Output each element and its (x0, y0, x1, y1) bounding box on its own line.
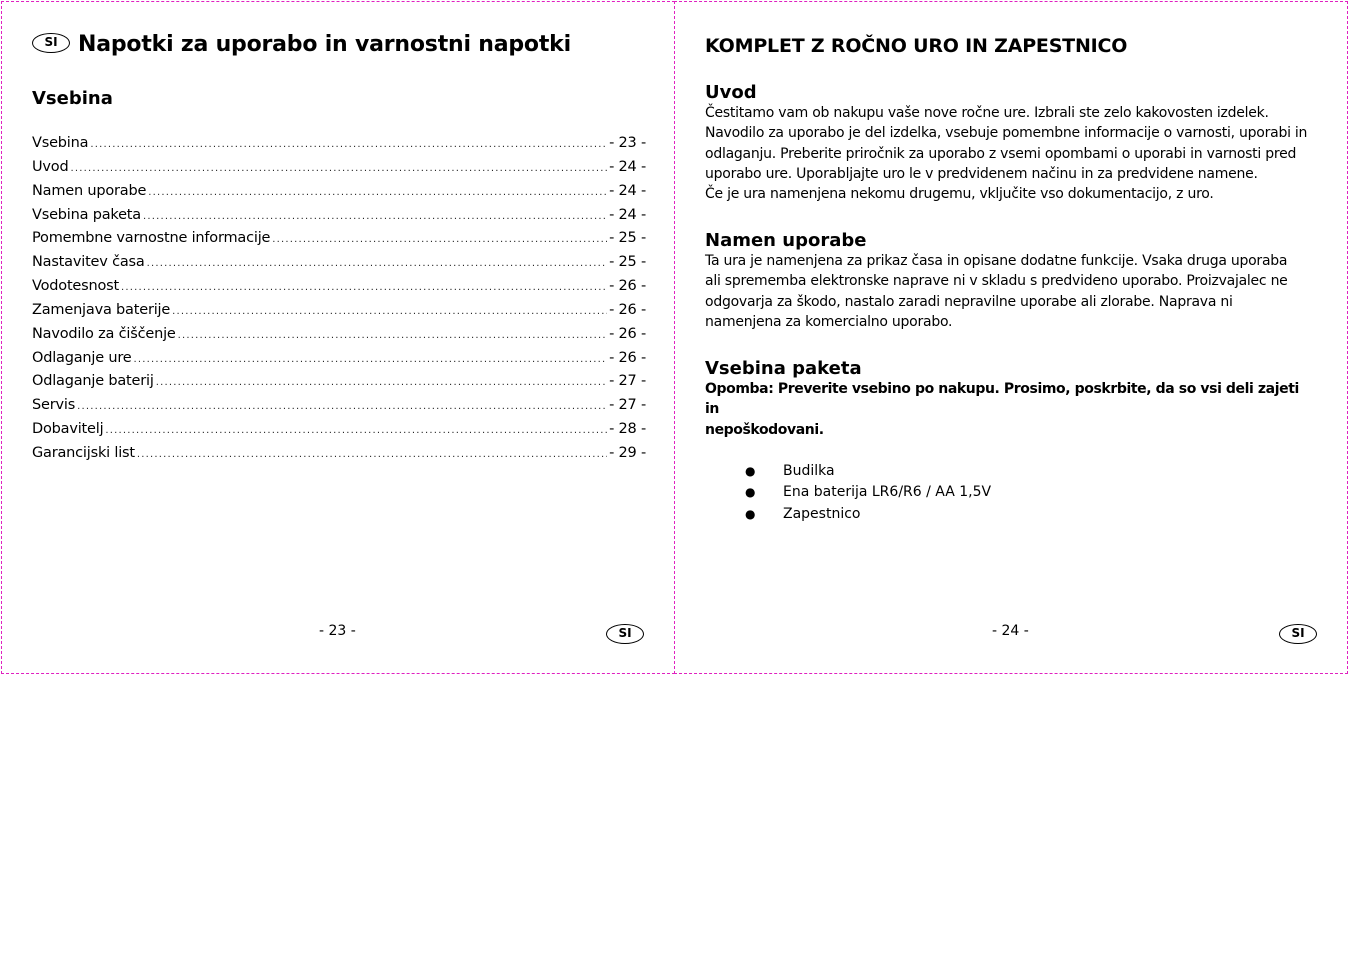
toc-entry (32, 445, 646, 469)
page-title: Napotki za uporabo in varnostni napotki (78, 32, 571, 57)
paragraph-line: Ta ura je namenjena za prikaz časa in opisane dodatne funkcije. Vsaka druga uporaba (705, 253, 1288, 269)
toc-entry-title: Uvod (32, 158, 69, 175)
toc-entry-title: Nastavitev časa (32, 254, 145, 271)
section-namen-uporabe (705, 230, 1317, 332)
toc-leader-dots (137, 449, 607, 460)
list-item (745, 481, 1317, 503)
toc-entry-title: Vsebina paketa (32, 206, 141, 223)
note-line: Opomba: Preverite vsebino po nakupu. Prosimo, poskrbite, da so vsi deli zajeti in (705, 381, 1299, 418)
toc-entry-title: Vodotesnost (32, 278, 120, 295)
toc-leader-dots (77, 401, 607, 412)
paragraph-line: odlaganju. Preberite priročnik za uporabo z vsemi opombami o uporabi in varnosti pred (705, 145, 1297, 162)
toc-entry (32, 326, 646, 350)
toc-entry-page: - 23 - (609, 135, 646, 151)
toc-entry-title: Servis (32, 397, 76, 414)
main-title (32, 32, 571, 57)
toc-entry (32, 302, 646, 326)
paragraph-line: uporabo ure. Uporabljajte uro le v predvidenem načinu in za predvidene namene. (705, 165, 1258, 182)
toc-entry-title: Zamenjava baterije (32, 301, 171, 318)
footer-language-badge: SI (1279, 624, 1317, 644)
toc-entry (32, 373, 646, 397)
table-of-contents (32, 135, 646, 469)
toc-entry-page: - 28 - (609, 421, 646, 438)
toc-leader-dots (172, 306, 607, 317)
right-page (674, 1, 1348, 674)
toc-entry-title: Garancijski list (32, 444, 135, 461)
paragraph-line: Če je ura namenjena nekomu drugemu, vključite vso dokumentacijo, z uro. (705, 186, 1214, 203)
toc-leader-dots (147, 258, 608, 269)
paragraph-line: Čestitamo vam ob nakupu vaše nove ročne ure. Izbrali ste zelo kakovosten izdelek. (705, 105, 1269, 121)
toc-entry-title: Dobavitelj (32, 421, 104, 438)
toc-leader-dots (121, 282, 607, 293)
list-item (745, 503, 1317, 525)
toc-entry-title: Navodilo za čiščenje (32, 325, 176, 342)
toc-entry-page: - 24 - (609, 206, 646, 223)
toc-entry-page: - 26 - (609, 349, 646, 366)
toc-entry-page: - 24 - (609, 158, 646, 175)
language-badge: SI (32, 33, 70, 53)
toc-entry-page: - 26 - (609, 278, 646, 295)
toc-entry (32, 230, 646, 254)
package-contents-list (745, 460, 1317, 525)
toc-entry-page: - 27 - (609, 373, 646, 390)
toc-entry (32, 421, 646, 445)
toc-heading: Vsebina (32, 88, 113, 109)
toc-entry (32, 135, 646, 159)
toc-entry-page: - 26 - (609, 301, 646, 318)
toc-entry-page: - 29 - (609, 444, 646, 461)
paragraph-line: namenjena za komercialno uporabo. (705, 313, 953, 330)
toc-entry-page: - 25 - (609, 230, 646, 247)
page-number: - 24 - (992, 623, 1029, 639)
toc-entry (32, 350, 646, 374)
footer-language-badge: SI (606, 624, 644, 644)
note-line: nepoškodovani. (705, 421, 824, 438)
toc-entry-title: Namen uporabe (32, 182, 147, 199)
product-title: KOMPLET Z ROČNO URO IN ZAPESTNICO (705, 35, 1128, 57)
toc-entry (32, 207, 646, 231)
toc-entry (32, 159, 646, 183)
section-uvod (705, 82, 1317, 204)
toc-leader-dots (134, 354, 608, 365)
toc-leader-dots (178, 330, 607, 341)
section-heading: Vsebina paketa (705, 358, 862, 379)
toc-leader-dots (148, 187, 607, 198)
toc-entry (32, 397, 646, 421)
toc-entry-title: Odlaganje ure (32, 349, 132, 366)
toc-entry (32, 278, 646, 302)
list-item-text: Zapestnico (783, 505, 861, 522)
page-number: - 23 - (319, 623, 356, 639)
toc-entry-title: Pomembne varnostne informacije (32, 230, 271, 247)
bullet-icon: ● (745, 463, 756, 478)
toc-entry-page: - 27 - (609, 397, 646, 414)
paragraph-line: ali sprememba elektronske naprave ni v skladu s predvideno uporabo. Proizvajalec ne (705, 273, 1288, 290)
toc-leader-dots (90, 139, 607, 150)
toc-entry-page: - 24 - (609, 182, 646, 199)
toc-leader-dots (105, 425, 607, 436)
toc-leader-dots (272, 234, 607, 245)
toc-entry-page: - 25 - (609, 254, 646, 271)
toc-entry-title: Vsebina (32, 135, 89, 151)
list-item-text: Budilka (783, 462, 835, 479)
section-heading: Namen uporabe (705, 230, 867, 251)
toc-entry (32, 183, 646, 207)
toc-entry-title: Odlaganje baterij (32, 373, 154, 390)
paragraph-line: odgovarja za škodo, nastalo zaradi nepravilne uporabe ali zlorabe. Naprava ni (705, 293, 1233, 310)
toc-leader-dots (143, 211, 607, 222)
section-vsebina-paketa (705, 358, 1317, 524)
toc-entry (32, 254, 646, 278)
list-item (745, 460, 1317, 482)
section-heading: Uvod (705, 82, 757, 103)
bullet-icon: ● (745, 485, 756, 500)
toc-leader-dots (156, 377, 607, 388)
toc-entry-page: - 26 - (609, 325, 646, 342)
bullet-icon: ● (745, 506, 756, 521)
toc-leader-dots (70, 163, 607, 174)
list-item-text: Ena baterija LR6/R6 / AA 1,5V (783, 484, 992, 501)
left-page (1, 1, 675, 674)
paragraph-line: Navodilo za uporabo je del izdelka, vsebuje pomembne informacije o varnosti, uporabi in (705, 125, 1308, 142)
